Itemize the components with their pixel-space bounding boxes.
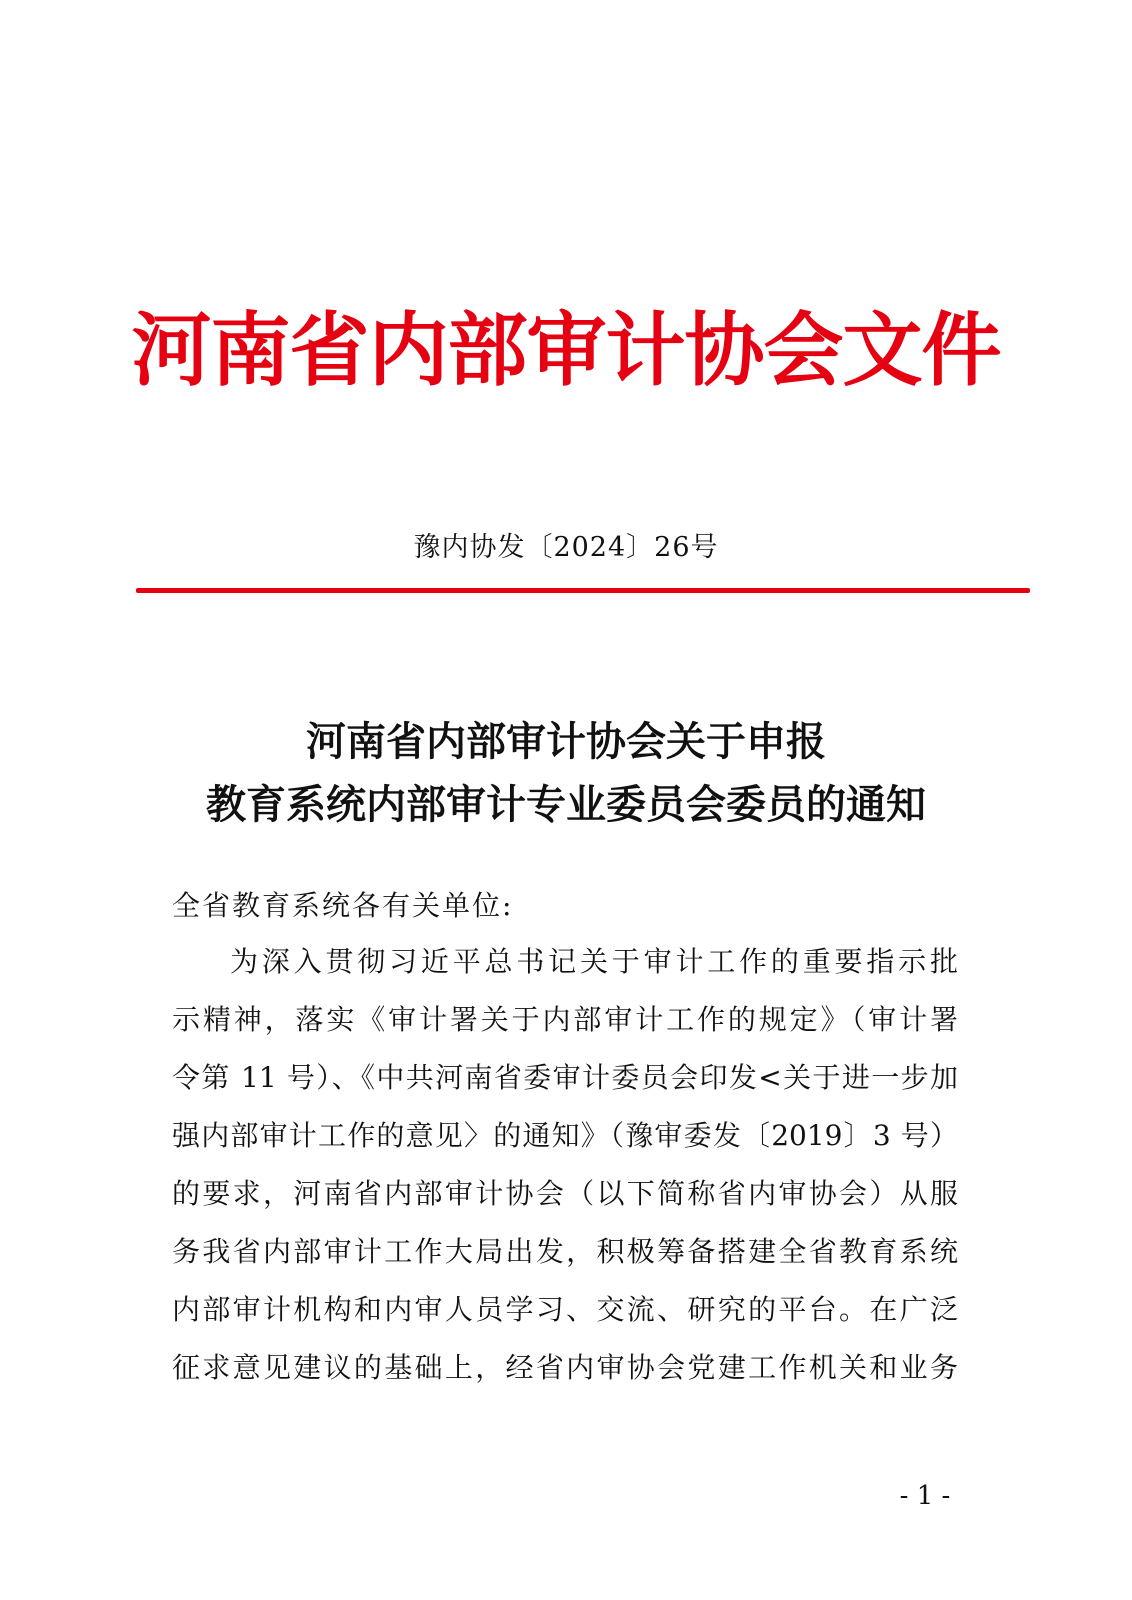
salutation: 全省教育系统各有关单位: <box>172 889 514 922</box>
document-number: 豫内协发〔2024〕26号 <box>413 532 719 563</box>
body-line: 征求意见建议的基础上，经省内审协会党建工作机关和业务 <box>172 1351 958 1384</box>
masthead-title: 河南省内部审计协会文件 <box>131 303 1001 397</box>
body-line: 令第 11 号）、《中共河南省委审计委员会印发<关于进一步加 <box>172 1061 958 1094</box>
body-line: 为深入贯彻习近平总书记关于审计工作的重要指示批 <box>230 945 958 978</box>
body-line: 务我省内部审计工作大局出发，积极筹备搭建全省教育系统 <box>172 1235 958 1268</box>
body-line: 强内部审计工作的意见〉的通知》（豫审委发〔2019〕3 号） <box>172 1119 958 1152</box>
notice-title-line-1: 河南省内部审计协会关于申报 <box>306 718 826 765</box>
notice-title-line-2: 教育系统内部审计专业委员会委员的通知 <box>206 781 926 828</box>
body-line: 示精神，落实《审计署关于内部审计工作的规定》（审计署 <box>172 1003 958 1036</box>
body-line: 内部审计机构和内审人员学习、交流、研究的平台。在广泛 <box>172 1293 958 1326</box>
red-divider-line <box>136 588 1030 593</box>
page-number: - 1 - <box>899 1481 951 1511</box>
body-line: 的要求，河南省内部审计协会（以下简称省内审协会）从服 <box>172 1177 958 1210</box>
notice-title <box>0 710 1132 836</box>
